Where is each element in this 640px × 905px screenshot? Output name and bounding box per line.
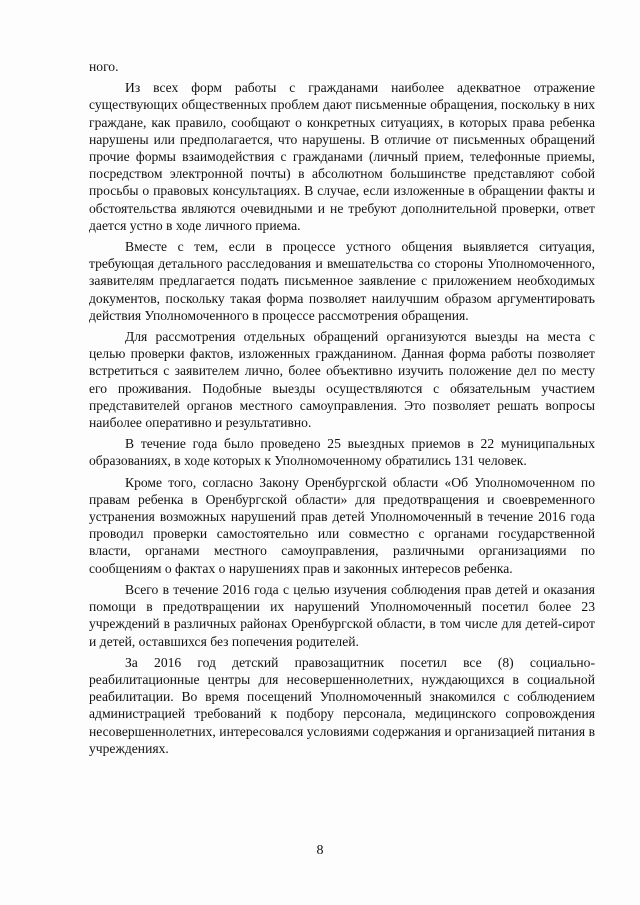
paragraph-oral-communication: Вместе с тем, если в процессе устного общения выявляется ситуация, требующая детального расследования и вмешательства со стороны Уполномоченного, заявителям предлагается подать письменное заявление с приложением необходимых документов, поскольку такая форма позволяет наилучшим образом аргументировать действия Уполномоченного в процессе рассмотрения обращения. bbox=[89, 239, 595, 323]
paragraph-visit-statistics: В течение года было проведено 25 выездных приемов в 22 муниципальных образованиях, в ходе которых к Уполномоченному обратились 131 человек. bbox=[89, 436, 595, 469]
paragraph-rehabilitation-centers: За 2016 год детский правозащитник посетил все (8) социально-реабилитационные центры для несовершеннолетних, нуждающихся в социальной реабилитации. Во время посещений Уполномоченный знакомился с соблюдением администрацией требований к подбору персонала, медицинского сопровождения несовершеннолетних, интересовался условиями содержания и организацией питания в учреждениях. bbox=[89, 654, 595, 756]
paragraph-field-visits: Для рассмотрения отдельных обращений организуются выезды на места с целью проверки фактов, изложенных гражданином. Данная форма работы позволяет встретиться с заявителем лично, более объективно изучить положение дел по месту его проживания. Подобные выезды осуществляются с обязательным участием представителей органов местного самоуправления. Это позволяет решать вопросы наиболее оперативно и результативно. bbox=[89, 329, 595, 431]
paragraph-regional-law: Кроме того, согласно Закону Оренбургской области «Об Уполномоченном по правам ребенка в Оренбургской области» для предотвращения и своевременного устранения возможных нарушений прав детей Уполномоченный в течение 2016 года проводил проверки самостоятельно или совместно с органами государственной власти, органами местного самоуправления, различными организациями по сообщениям о фактах о нарушениях прав и законных интересов ребенка. bbox=[89, 474, 595, 576]
paragraph-continuation: ного. bbox=[89, 59, 119, 74]
paragraph-institutions-visited: Всего в течение 2016 года с целью изучения соблюдения прав детей и оказания помощи в предотвращении их нарушений Уполномоченный посетил более 23 учреждений в различных районах Оренбургской области, в том числе для детей-сирот и детей, оставшихся без попечения родителей. bbox=[89, 581, 595, 649]
body-text bbox=[89, 58, 595, 761]
paragraph-written-appeals: Из всех форм работы с гражданами наиболее адекватное отражение существующих общественных проблем дают письменные обращения, поскольку в них граждане, как правило, сообщают о конкретных ситуациях, в которых права ребенка нарушены или предполагается, что нарушены. В отличие от письменных обращений прочие формы взаимодействия с гражданами (личный прием, телефонные приемы, посредством электронной почты) в абсолютном большинстве представляют собой просьбы о правовых консультациях. В случае, если изложенные в обращении факты и обстоятельства являются очевидными и не требуют дополнительной проверки, ответ дается устно в ходе личного приема. bbox=[89, 80, 595, 233]
page-number: 8 bbox=[316, 843, 324, 858]
